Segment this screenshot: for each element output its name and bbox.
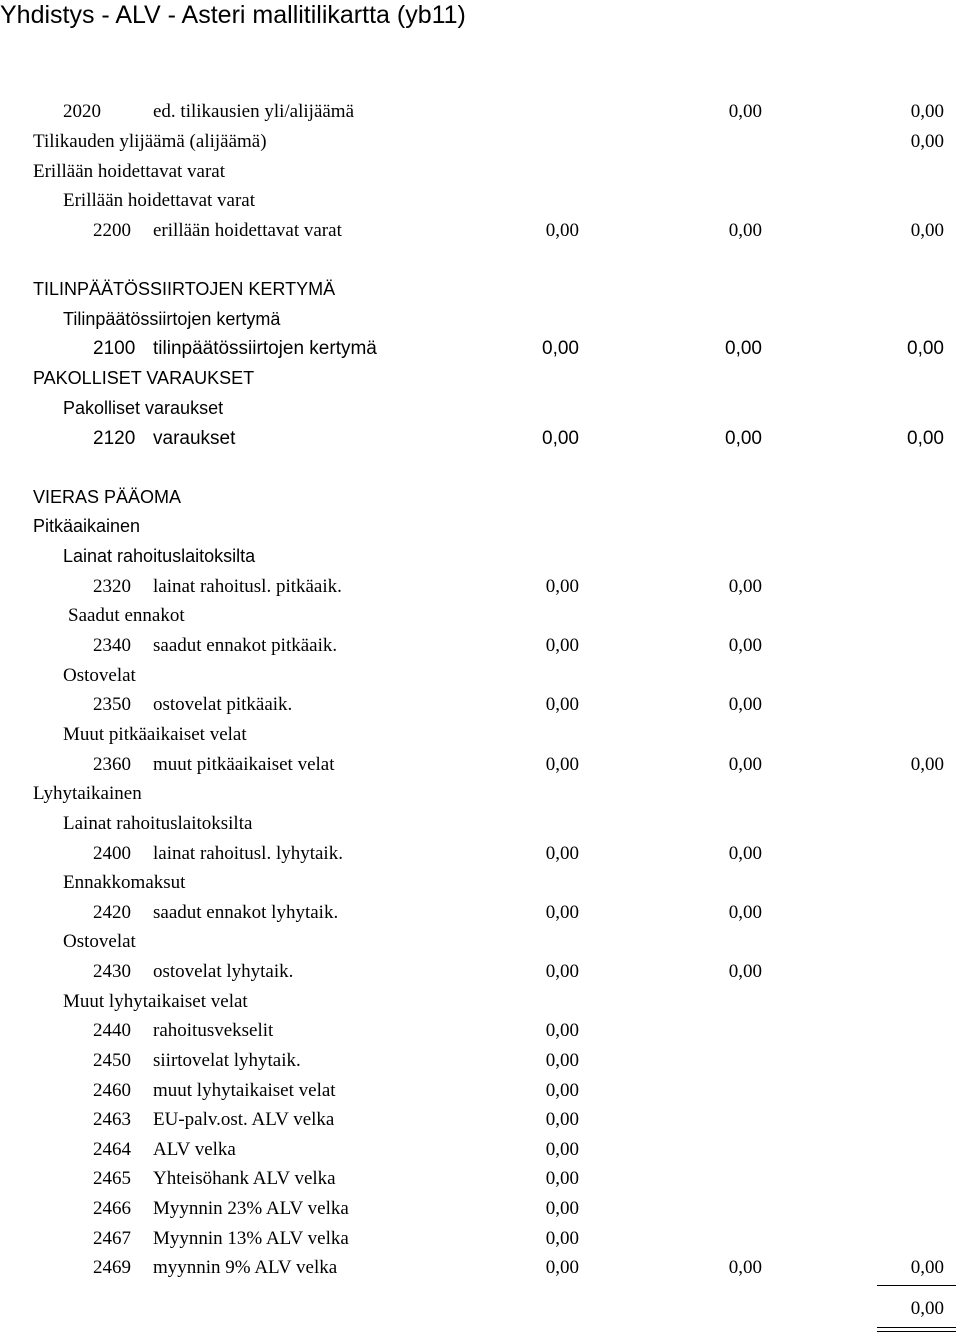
amount-col-2: 0,00 <box>725 428 762 449</box>
amount-col-1: 0,00 <box>545 1257 579 1278</box>
account-row <box>0 1135 960 1164</box>
account-row <box>0 1253 960 1282</box>
grand-total: 0,00 <box>910 1298 944 1319</box>
account-name: ostovelat pitkäaik. <box>153 694 293 715</box>
amount-col-1: 0,00 <box>545 754 579 775</box>
group-heading-label: Pakolliset varaukset <box>63 398 224 418</box>
group-heading-label: Erillään hoidettavat varat <box>63 190 256 211</box>
group-heading <box>0 364 960 393</box>
account-row <box>0 1016 960 1045</box>
amount-col-1: 0,00 <box>545 694 579 715</box>
account-name: muut lyhytaikaiset velat <box>153 1080 336 1101</box>
group-heading-label: Lainat rahoituslaitoksilta <box>63 546 256 566</box>
amount-col-3: 0,00 <box>910 131 944 152</box>
amount-col-2: 0,00 <box>728 220 762 241</box>
amount-col-2: 0,00 <box>725 338 762 359</box>
account-name: Yhteisöhank ALV velka <box>153 1168 336 1189</box>
amount-col-1: 0,00 <box>545 1168 579 1189</box>
amount-col-3: 0,00 <box>910 1257 944 1278</box>
account-name: lainat rahoitusl. pitkäaik. <box>153 576 342 597</box>
account-code: 2350 <box>93 694 131 715</box>
account-row <box>0 1105 960 1134</box>
account-code: 2465 <box>93 1168 131 1189</box>
account-code: 2100 <box>93 338 136 359</box>
amount-col-2: 0,00 <box>728 843 762 864</box>
account-name: rahoitusvekselit <box>153 1020 274 1041</box>
account-row <box>0 216 960 245</box>
account-name: lainat rahoitusl. lyhytaik. <box>153 843 343 864</box>
group-heading-label: Ostovelat <box>63 931 136 952</box>
amount-col-1: 0,00 <box>545 1139 579 1160</box>
account-row <box>0 1046 960 1075</box>
account-code: 2430 <box>93 961 131 982</box>
account-code: 2360 <box>93 754 131 775</box>
account-code: 2320 <box>93 576 131 597</box>
account-row <box>0 97 960 126</box>
group-heading-label: Ennakkomaksut <box>63 872 186 893</box>
account-name: siirtovelat lyhytaik. <box>153 1050 301 1071</box>
group-heading-label: Pitkäaikainen <box>33 516 141 536</box>
account-row <box>0 334 960 363</box>
group-heading <box>0 542 960 571</box>
group-heading <box>0 305 960 334</box>
group-heading <box>0 987 960 1016</box>
account-row <box>0 631 960 660</box>
account-code: 2450 <box>93 1050 131 1071</box>
amount-col-2: 0,00 <box>728 1257 762 1278</box>
account-row <box>0 750 960 779</box>
group-heading <box>0 186 960 215</box>
group-heading <box>0 927 960 956</box>
account-name: tilinpäätössiirtojen kertymä <box>153 338 377 359</box>
account-row <box>0 1076 960 1105</box>
amount-col-1: 0,00 <box>545 576 579 597</box>
account-name: saadut ennakot lyhytaik. <box>153 902 339 923</box>
account-code: 2460 <box>93 1080 131 1101</box>
account-code: 2463 <box>93 1109 131 1130</box>
group-heading-label: Muut pitkäaikaiset velat <box>63 724 247 745</box>
account-code: 2120 <box>93 428 136 449</box>
group-heading-label: Tilinpäätössiirtojen kertymä <box>63 309 281 329</box>
group-heading <box>0 779 960 808</box>
group-heading <box>0 483 960 512</box>
group-heading <box>0 868 960 897</box>
group-heading <box>0 127 960 156</box>
account-row <box>0 1164 960 1193</box>
group-heading <box>0 275 960 304</box>
group-heading-label: Lainat rahoituslaitoksilta <box>63 813 253 834</box>
account-code: 2400 <box>93 843 131 864</box>
account-name: erillään hoidettavat varat <box>153 220 342 241</box>
amount-col-1: 0,00 <box>545 1050 579 1071</box>
account-name: varaukset <box>153 428 236 449</box>
account-code: 2464 <box>93 1139 131 1160</box>
group-heading <box>0 661 960 690</box>
amount-col-1: 0,00 <box>545 1080 579 1101</box>
account-code: 2466 <box>93 1198 131 1219</box>
group-heading-label: Tilikauden ylijäämä (alijäämä) <box>33 131 267 152</box>
group-heading-label: VIERAS PÄÄOMA <box>33 487 182 507</box>
account-name: myynnin 9% ALV velka <box>153 1257 338 1278</box>
amount-col-1: 0,00 <box>545 1228 579 1249</box>
amount-col-2: 0,00 <box>728 902 762 923</box>
account-code: 2020 <box>63 101 101 122</box>
amount-col-3: 0,00 <box>907 338 944 359</box>
amount-col-2: 0,00 <box>728 961 762 982</box>
account-name: ostovelat lyhytaik. <box>153 961 294 982</box>
account-row <box>0 957 960 986</box>
group-heading <box>0 157 960 186</box>
amount-col-1: 0,00 <box>545 220 579 241</box>
amount-col-1: 0,00 <box>545 843 579 864</box>
account-row <box>0 839 960 868</box>
double-rule-bottom <box>877 1331 956 1332</box>
page-title: Yhdistys - ALV - Asteri mallitilikartta (yb11) <box>0 1 466 29</box>
amount-col-3: 0,00 <box>910 754 944 775</box>
group-heading <box>0 512 960 541</box>
amount-col-1: 0,00 <box>545 902 579 923</box>
account-name: Myynnin 13% ALV velka <box>153 1228 349 1249</box>
group-heading <box>0 809 960 838</box>
account-code: 2200 <box>93 220 131 241</box>
account-name: ALV velka <box>153 1139 236 1160</box>
account-row <box>0 572 960 601</box>
account-code: 2469 <box>93 1257 131 1278</box>
amount-col-1: 0,00 <box>545 1198 579 1219</box>
amount-col-2: 0,00 <box>728 635 762 656</box>
amount-col-1: 0,00 <box>542 428 579 449</box>
amount-col-2: 0,00 <box>728 694 762 715</box>
account-code: 2420 <box>93 902 131 923</box>
amount-col-2: 0,00 <box>728 101 762 122</box>
amount-col-2: 0,00 <box>728 576 762 597</box>
account-name: Myynnin 23% ALV velka <box>153 1198 349 1219</box>
group-heading-label: TILINPÄÄTÖSSIIRTOJEN KERTYMÄ <box>33 279 336 299</box>
account-row <box>0 898 960 927</box>
amount-col-1: 0,00 <box>542 338 579 359</box>
account-code: 2467 <box>93 1228 131 1249</box>
amount-col-1: 0,00 <box>545 1109 579 1130</box>
account-name: saadut ennakot pitkäaik. <box>153 635 338 656</box>
amount-col-3: 0,00 <box>907 428 944 449</box>
group-heading-label: Saadut ennakot <box>68 605 185 626</box>
amount-col-2: 0,00 <box>728 754 762 775</box>
amount-col-3: 0,00 <box>910 220 944 241</box>
group-heading-label: Erillään hoidettavat varat <box>33 161 226 182</box>
account-name: muut pitkäaikaiset velat <box>153 754 335 775</box>
amount-col-1: 0,00 <box>545 635 579 656</box>
account-code: 2340 <box>93 635 131 656</box>
double-rule-top <box>877 1327 956 1328</box>
amount-col-1: 0,00 <box>545 961 579 982</box>
account-row <box>0 1194 960 1223</box>
account-name: EU-palv.ost. ALV velka <box>153 1109 335 1130</box>
group-heading-label: Lyhytaikainen <box>33 783 142 804</box>
account-row <box>0 424 960 453</box>
total-rule <box>877 1285 956 1286</box>
amount-col-3: 0,00 <box>910 101 944 122</box>
account-code: 2440 <box>93 1020 131 1041</box>
group-heading <box>0 720 960 749</box>
account-row <box>0 690 960 719</box>
amount-col-1: 0,00 <box>545 1020 579 1041</box>
group-heading-label: PAKOLLISET VARAUKSET <box>33 368 255 388</box>
account-row <box>0 1224 960 1253</box>
group-heading <box>0 394 960 423</box>
group-heading-label: Muut lyhytaikaiset velat <box>63 991 248 1012</box>
group-heading-label: Ostovelat <box>63 665 136 686</box>
group-heading <box>0 601 960 630</box>
account-name: ed. tilikausien yli/alijäämä <box>153 101 355 122</box>
